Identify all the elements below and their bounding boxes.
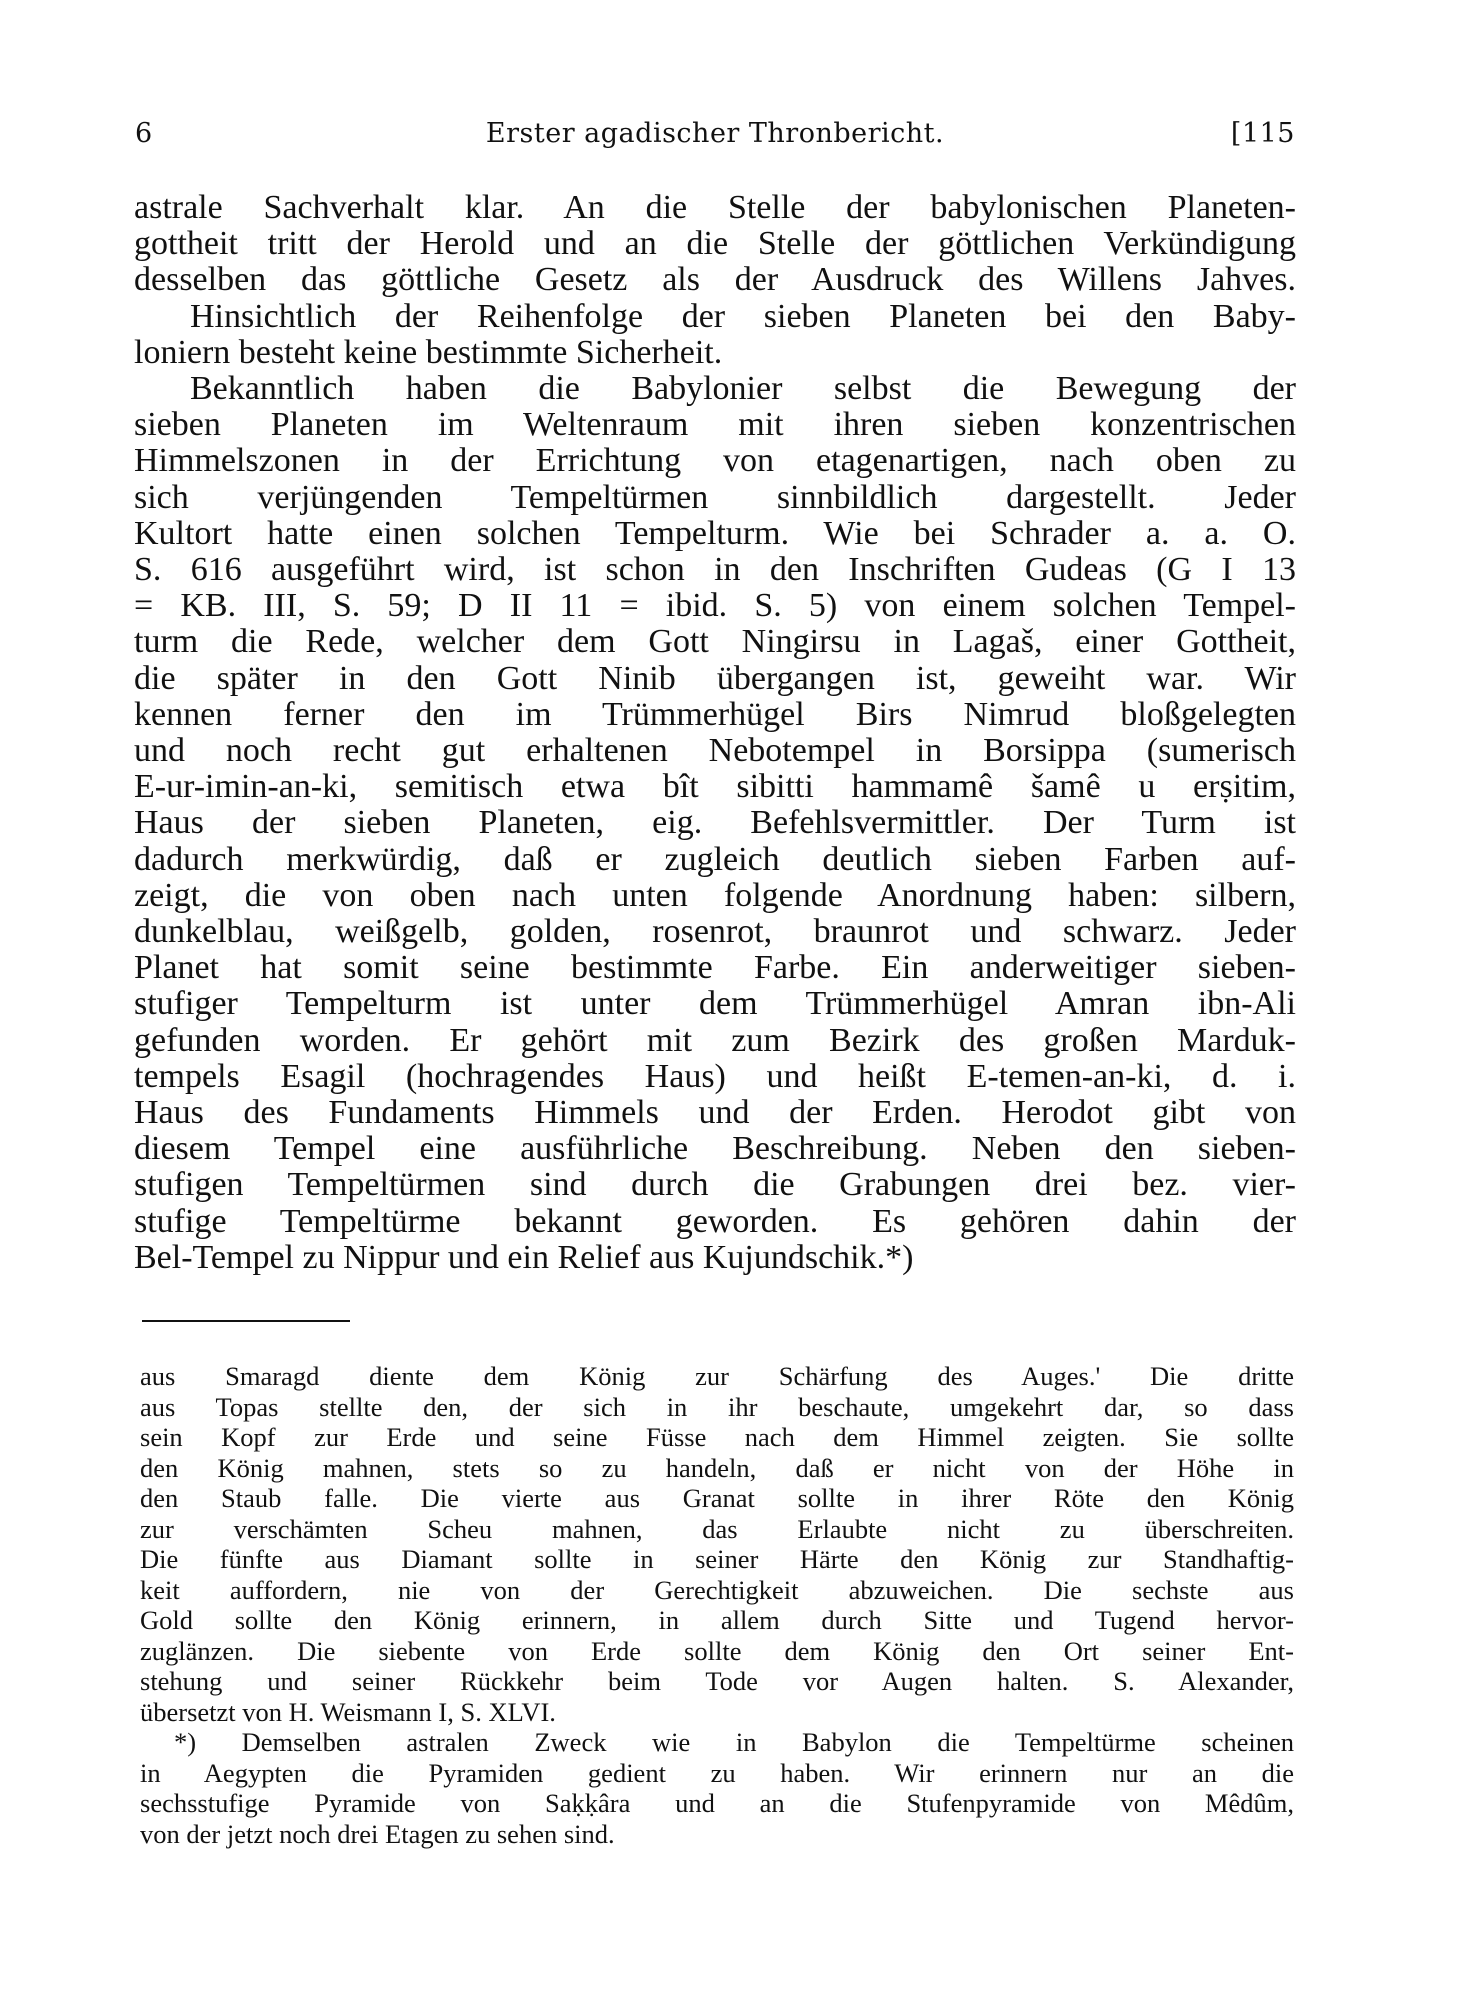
text-line: die später in den Gott Ninib übergangen ist, geweiht war. Wir (134, 659, 1296, 697)
text-line: astrale Sachverhalt klar. An die Stelle der babylonischen Planeten- (134, 189, 1296, 226)
page-number: 6 (135, 118, 153, 149)
footnote-line: Gold sollte den König erinnern, in allem durch Sitte und Tugend hervor- (140, 1605, 1294, 1635)
text-line: dunkelblau, weißgelb, golden, rosenrot, braunrot und schwarz. Jeder (134, 913, 1296, 951)
footnote-line: übersetzt von H. Weismann I, S. XLVI. (140, 1696, 556, 1727)
text-line: E-ur-imin-an-ki, semitisch etwa bît sibitti hammamê šamê u erṣitim, (134, 768, 1296, 806)
text-line: zeigt, die von oben nach unten folgende Anordnung haben: silbern, (134, 876, 1296, 914)
text-line: desselben das göttliche Gesetz als der Ausdruck des Willens Jahves. (134, 261, 1296, 299)
text-line: Bel-Tempel zu Nippur und ein Relief aus Kujundschik.*) (134, 1238, 914, 1276)
text-line: Haus des Fundaments Himmels und der Erden. Herodot gibt von (134, 1094, 1296, 1132)
footnote-line: sechsstufige Pyramide von Saḳḳâra und an die Stufenpyramide von Mêdûm, (140, 1788, 1294, 1818)
text-line: sieben Planeten im Weltenraum mit ihren sieben konzentrischen (134, 406, 1296, 444)
footnote-line: in Aegypten die Pyramiden gedient zu haben. Wir erinnern nur an die (140, 1757, 1294, 1788)
text-line: stufigen Tempeltürmen sind durch die Grabungen drei bez. vier- (134, 1166, 1296, 1204)
text-line: = KB. III, S. 59; D II 11 = ibid. S. 5) von einem solchen Tempel- (134, 587, 1296, 625)
footnotes-block (140, 1361, 1294, 1849)
footnote-line: den König mahnen, stets so zu handeln, daß er nicht von der Höhe in (140, 1452, 1294, 1483)
text-line: Bekanntlich haben die Babylonier selbst die Bewegung der (190, 370, 1296, 408)
text-line: Hinsichtlich der Reihenfolge der sieben Planeten bei den Baby- (190, 297, 1296, 335)
text-line: Kultort hatte einen solchen Tempelturm. Wie bei Schrader a. a. O. (134, 514, 1296, 552)
footnote-line: zuglänzen. Die siebente von Erde sollte dem König den Ort seiner Ent- (140, 1635, 1294, 1666)
footnote-line: keit auffordern, nie von der Gerechtigkeit abzuweichen. Die sechste aus (140, 1574, 1294, 1605)
text-line: loniern besteht keine bestimmte Sicherheit. (134, 333, 723, 371)
footnote-line: aus Topas stellte den, der sich in ihr beschaute, umgekehrt dar, so dass (140, 1391, 1294, 1422)
footnote-line: stehung und seiner Rückkehr beim Tode vor Augen halten. S. Alexander, (140, 1666, 1294, 1696)
text-line: gottheit tritt der Herold und an die Stelle der göttlichen Verkündigung (134, 225, 1296, 263)
text-line: S. 616 ausgeführt wird, ist schon in den Inschriften Gudeas (G I 13 (134, 551, 1296, 589)
text-line: dadurch merkwürdig, daß er zugleich deutlich sieben Farben auf- (134, 840, 1296, 878)
footnote-line: *) Demselben astralen Zweck wie in Babylon die Tempeltürme scheinen (174, 1727, 1294, 1757)
text-line: gefunden worden. Er gehört mit zum Bezirk des großen Marduk- (134, 1021, 1296, 1059)
text-line: stufiger Tempelturm ist unter dem Trümmerhügel Amran ibn-Ali (134, 985, 1296, 1023)
text-line: turm die Rede, welcher dem Gott Ningirsu in Lagaš, einer Gottheit, (134, 623, 1296, 661)
text-line: sich verjüngenden Tempeltürmen sinnbildlich dargestellt. Jeder (134, 478, 1296, 516)
text-line: Himmelszonen in der Errichtung von etagenartigen, nach oben zu (134, 442, 1296, 480)
footnote-divider (142, 1320, 350, 1322)
running-title: Erster agadischer Thronbericht. (485, 118, 945, 149)
footnote-line: den Staub falle. Die vierte aus Granat sollte in ihrer Röte den König (140, 1483, 1294, 1513)
page-reference: [115 (1230, 118, 1295, 149)
footnote-line: Die fünfte aus Diamant sollte in seiner Härte den König zur Standhaftig- (140, 1544, 1294, 1574)
text-line: und noch recht gut erhaltenen Nebotempel in Borsippa (sumerisch (134, 732, 1296, 770)
text-line: stufige Tempeltürme bekannt geworden. Es gehören dahin der (134, 1202, 1296, 1240)
footnote-line: von der jetzt noch drei Etagen zu sehen sind. (140, 1818, 615, 1849)
text-line: Planet hat somit seine bestimmte Farbe. Ein anderweitiger sieben- (134, 949, 1296, 987)
text-line: Haus der sieben Planeten, eig. Befehlsvermittler. Der Turm ist (134, 804, 1296, 842)
text-line: kennen ferner den im Trümmerhügel Birs Nimrud bloßgelegten (134, 695, 1296, 733)
footnote-line: sein Kopf zur Erde und seine Füsse nach dem Himmel zeigten. Sie sollte (140, 1422, 1294, 1452)
running-head (135, 118, 1295, 158)
text-line: diesem Tempel eine ausführliche Beschreibung. Neben den sieben- (134, 1130, 1296, 1168)
main-text-body (134, 190, 1296, 1276)
text-line: tempels Esagil (hochragendes Haus) und heißt E-temen-an-ki, d. i. (134, 1057, 1296, 1095)
footnote-line: zur verschämten Scheu mahnen, das Erlaubte nicht zu überschreiten. (140, 1513, 1294, 1544)
footnote-line: aus Smaragd diente dem König zur Schärfung des Auges.' Die dritte (140, 1361, 1294, 1391)
